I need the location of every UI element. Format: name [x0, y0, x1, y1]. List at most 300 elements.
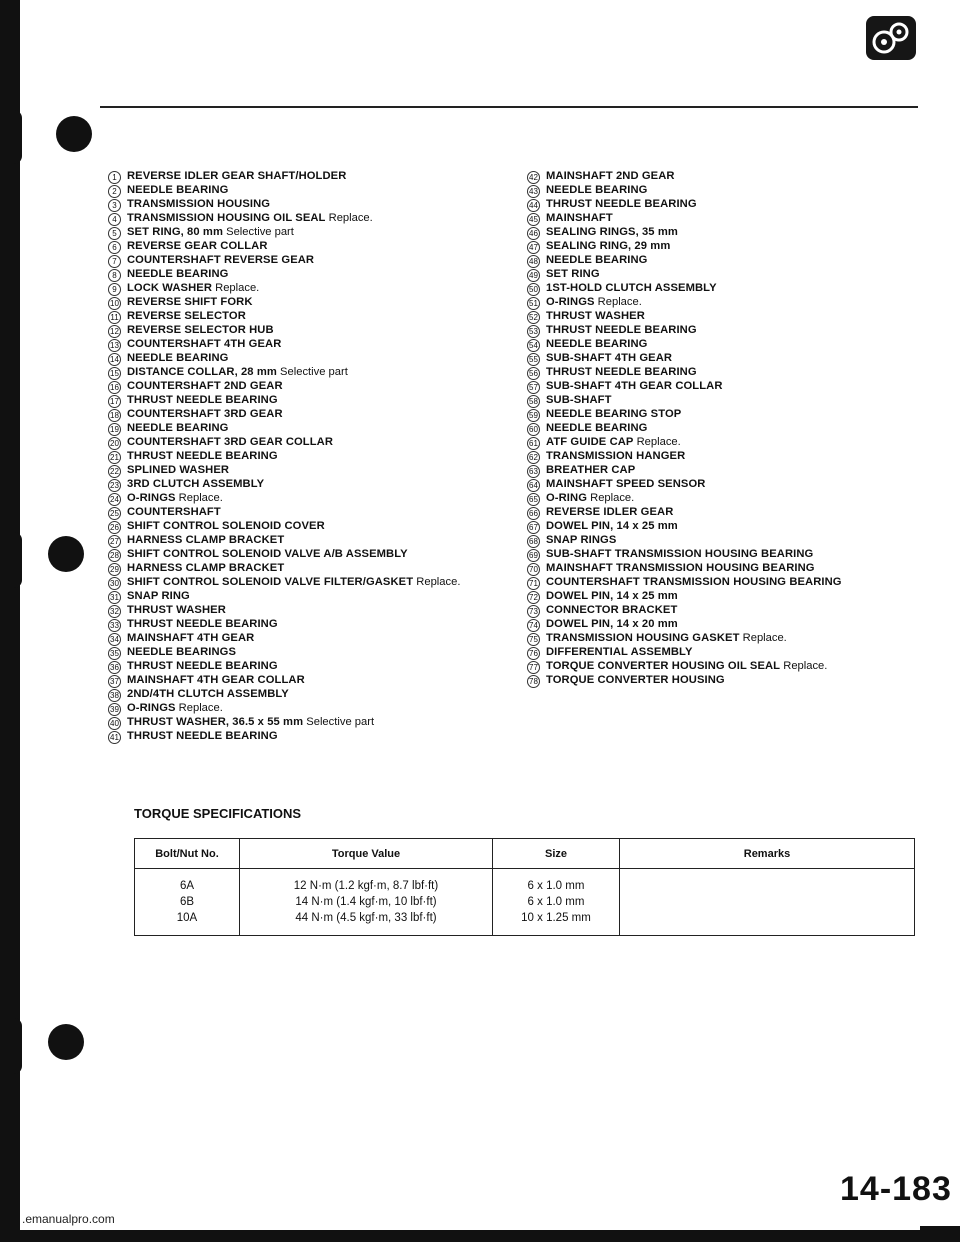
part-number-badge: 67 [527, 521, 540, 534]
part-item [108, 478, 508, 492]
part-name: LOCK WASHER [127, 282, 213, 294]
part-number-badge: 1 [108, 171, 121, 184]
part-name: SET RING [546, 268, 600, 280]
part-name: O-RINGS [546, 296, 595, 308]
part-text [546, 562, 927, 576]
part-text [127, 688, 508, 702]
part-number-badge: 46 [527, 227, 540, 240]
part-item [108, 380, 508, 394]
part-text [127, 324, 508, 338]
part-text [546, 408, 927, 422]
part-note: Replace. [742, 632, 787, 644]
part-item [108, 688, 508, 702]
part-name: REVERSE GEAR COLLAR [127, 240, 268, 252]
part-text [127, 548, 508, 562]
part-item [108, 520, 508, 534]
part-number-badge: 19 [108, 423, 121, 436]
scan-corner [920, 1226, 960, 1242]
part-name: SNAP RING [127, 590, 190, 602]
part-text [127, 702, 508, 716]
binder-tab [8, 110, 22, 164]
part-item [527, 534, 927, 548]
part-name: BREATHER CAP [546, 464, 636, 476]
part-note: Selective part [280, 366, 348, 378]
part-note: Selective part [306, 716, 375, 728]
size-value: 6 x 1.0 mm [527, 896, 585, 908]
part-name: NEEDLE BEARING [127, 184, 229, 196]
binder-tab [8, 532, 22, 588]
torque-specs-table [134, 838, 915, 936]
part-item [108, 506, 508, 520]
part-number-badge: 74 [527, 619, 540, 632]
part-name: O-RING [546, 492, 587, 504]
part-name: COUNTERSHAFT 3RD GEAR COLLAR [127, 436, 334, 448]
part-item [527, 548, 927, 562]
part-name: DISTANCE COLLAR, 28 mm [127, 366, 277, 378]
part-name: COUNTERSHAFT [127, 506, 221, 518]
part-text [546, 310, 927, 324]
part-number-badge: 61 [527, 437, 540, 450]
part-item [527, 268, 927, 282]
part-name: TORQUE CONVERTER HOUSING [546, 674, 725, 686]
part-item [108, 338, 508, 352]
part-number-badge: 44 [527, 199, 540, 212]
part-number-badge: 57 [527, 381, 540, 394]
part-number-badge: 56 [527, 367, 540, 380]
part-number-badge: 40 [108, 717, 121, 730]
part-number-badge: 58 [527, 395, 540, 408]
part-note: Replace. [597, 296, 642, 308]
part-name: SNAP RINGS [546, 534, 617, 546]
part-number-badge: 78 [527, 675, 540, 688]
part-number-badge: 6 [108, 241, 121, 254]
part-text [546, 268, 927, 282]
part-name: REVERSE IDLER GEAR SHAFT/HOLDER [127, 170, 347, 182]
part-number-badge: 38 [108, 689, 121, 702]
part-name: COUNTERSHAFT TRANSMISSION HOUSING BEARING [546, 576, 842, 588]
part-name: THRUST WASHER, 36.5 x 55 mm [127, 716, 304, 728]
part-item [527, 632, 927, 646]
part-item [108, 366, 508, 380]
header-rule [100, 106, 918, 108]
part-number-badge: 22 [108, 465, 121, 478]
part-number-badge: 75 [527, 633, 540, 646]
part-text [127, 492, 508, 506]
part-text [127, 590, 508, 604]
part-item [108, 632, 508, 646]
part-number-badge: 76 [527, 647, 540, 660]
part-name: MAINSHAFT [546, 212, 613, 224]
part-number-badge: 39 [108, 703, 121, 716]
part-item [527, 184, 927, 198]
part-number-badge: 73 [527, 605, 540, 618]
part-name: O-RINGS [127, 702, 176, 714]
part-name: MAINSHAFT 2ND GEAR [546, 170, 675, 182]
part-text [546, 506, 927, 520]
bolt-no: 6B [179, 896, 195, 908]
part-name: DIFFERENTIAL ASSEMBLY [546, 646, 693, 658]
part-name: SHIFT CONTROL SOLENOID COVER [127, 520, 325, 532]
part-number-badge: 4 [108, 213, 121, 226]
part-number-badge: 70 [527, 563, 540, 576]
part-name: THRUST NEEDLE BEARING [127, 618, 278, 630]
part-name: SUB-SHAFT TRANSMISSION HOUSING BEARING [546, 548, 814, 560]
part-item [108, 422, 508, 436]
part-item [527, 170, 927, 184]
part-number-badge: 62 [527, 451, 540, 464]
part-text [127, 394, 508, 408]
part-text [546, 576, 927, 590]
part-number-badge: 3 [108, 199, 121, 212]
part-number-badge: 63 [527, 465, 540, 478]
part-text [546, 660, 927, 674]
part-text [546, 674, 927, 688]
part-item [108, 394, 508, 408]
part-item [108, 450, 508, 464]
part-number-badge: 59 [527, 409, 540, 422]
part-item [108, 660, 508, 674]
part-item [527, 604, 927, 618]
part-name: REVERSE SELECTOR HUB [127, 324, 274, 336]
part-name: MAINSHAFT TRANSMISSION HOUSING BEARING [546, 562, 815, 574]
part-number-badge: 64 [527, 479, 540, 492]
part-name: THRUST NEEDLE BEARING [546, 198, 697, 210]
part-item [108, 352, 508, 366]
part-item [527, 240, 927, 254]
part-number-badge: 24 [108, 493, 121, 506]
part-item [527, 380, 927, 394]
part-item [527, 408, 927, 422]
part-number-badge: 12 [108, 325, 121, 338]
part-number-badge: 68 [527, 535, 540, 548]
part-text [127, 604, 508, 618]
size-value: 10 x 1.25 mm [521, 912, 591, 924]
part-text [127, 478, 508, 492]
part-item [108, 702, 508, 716]
part-number-badge: 26 [108, 521, 121, 534]
torque-cell [240, 869, 493, 936]
part-name: 3RD CLUTCH ASSEMBLY [127, 478, 265, 490]
bolt-no: 6A [179, 880, 195, 892]
part-name: MAINSHAFT 4TH GEAR COLLAR [127, 674, 305, 686]
punch-hole [48, 536, 84, 572]
part-number-badge: 47 [527, 241, 540, 254]
part-text [546, 436, 927, 450]
part-text [546, 590, 927, 604]
part-text [127, 226, 508, 240]
part-name: NEEDLE BEARINGS [127, 646, 237, 658]
part-text [546, 450, 927, 464]
part-name: COUNTERSHAFT 3RD GEAR [127, 408, 283, 420]
part-text [127, 520, 508, 534]
part-item [527, 478, 927, 492]
part-name: MAINSHAFT SPEED SENSOR [546, 478, 706, 490]
part-name: TRANSMISSION HOUSING [127, 198, 271, 210]
part-note: Selective part [226, 226, 294, 238]
size-cell [493, 869, 620, 936]
part-name: TRANSMISSION HANGER [546, 450, 686, 462]
part-name: SEALING RINGS, 35 mm [546, 226, 678, 238]
part-item [108, 576, 508, 590]
part-number-badge: 8 [108, 269, 121, 282]
part-number-badge: 11 [108, 311, 121, 324]
part-number-badge: 71 [527, 577, 540, 590]
part-number-badge: 60 [527, 423, 540, 436]
part-item [527, 310, 927, 324]
part-name: SUB-SHAFT 4TH GEAR [546, 352, 673, 364]
part-number-badge: 32 [108, 605, 121, 618]
header-torque: Torque Value [240, 839, 493, 869]
part-item [108, 618, 508, 632]
part-item [108, 170, 508, 184]
part-item [527, 282, 927, 296]
part-text [546, 604, 927, 618]
part-text [127, 282, 508, 296]
part-name: NEEDLE BEARING [127, 352, 229, 364]
part-name: SUB-SHAFT 4TH GEAR COLLAR [546, 380, 723, 392]
part-name: REVERSE SHIFT FORK [127, 296, 253, 308]
part-note: Replace. [636, 436, 681, 448]
part-text [127, 660, 508, 674]
part-text [127, 352, 508, 366]
part-name: SET RING, 80 mm [127, 226, 223, 238]
part-item [108, 730, 508, 744]
part-number-badge: 35 [108, 647, 121, 660]
part-item [108, 240, 508, 254]
part-name: SHIFT CONTROL SOLENOID VALVE FILTER/GASKET [127, 576, 414, 588]
part-text [127, 464, 508, 478]
part-text [546, 646, 927, 660]
part-text [127, 450, 508, 464]
part-text [546, 198, 927, 212]
part-text [127, 212, 508, 226]
part-number-badge: 14 [108, 353, 121, 366]
part-item [527, 324, 927, 338]
part-number-badge: 49 [527, 269, 540, 282]
part-text [546, 296, 927, 310]
part-name: SHIFT CONTROL SOLENOID VALVE A/B ASSEMBLY [127, 548, 408, 560]
part-number-badge: 52 [527, 311, 540, 324]
part-note: Replace. [590, 492, 635, 504]
part-note: Replace. [215, 282, 260, 294]
header-size: Size [493, 839, 620, 869]
torque-value: 44 N·m (4.5 kgf·m, 33 lbf·ft) [295, 912, 437, 924]
part-item [108, 324, 508, 338]
part-item [527, 450, 927, 464]
part-text [127, 716, 508, 730]
part-text [546, 632, 927, 646]
part-text [127, 436, 508, 450]
part-note: Replace. [178, 702, 223, 714]
part-text [127, 562, 508, 576]
part-text [127, 632, 508, 646]
part-number-badge: 48 [527, 255, 540, 268]
part-text [546, 352, 927, 366]
part-text [546, 534, 927, 548]
part-item [108, 184, 508, 198]
scan-bottom-edge [0, 1230, 960, 1242]
part-note: Replace. [416, 576, 461, 588]
part-text [546, 282, 927, 296]
part-text [546, 520, 927, 534]
part-text [127, 534, 508, 548]
part-number-badge: 53 [527, 325, 540, 338]
part-item [108, 268, 508, 282]
part-text [127, 380, 508, 394]
part-number-badge: 7 [108, 255, 121, 268]
part-name: THRUST NEEDLE BEARING [127, 394, 278, 406]
part-item [108, 408, 508, 422]
part-number-badge: 25 [108, 507, 121, 520]
part-number-badge: 51 [527, 297, 540, 310]
part-name: TRANSMISSION HOUSING GASKET [546, 632, 740, 644]
part-name: MAINSHAFT 4TH GEAR [127, 632, 255, 644]
parts-list-right [527, 170, 927, 688]
part-number-badge: 77 [527, 661, 540, 674]
part-item [527, 674, 927, 688]
part-item [108, 282, 508, 296]
part-text [127, 240, 508, 254]
part-text [546, 464, 927, 478]
part-item [527, 366, 927, 380]
part-text [546, 226, 927, 240]
part-name: CONNECTOR BRACKET [546, 604, 678, 616]
part-item [108, 674, 508, 688]
part-number-badge: 23 [108, 479, 121, 492]
part-text [127, 422, 508, 436]
part-number-badge: 18 [108, 409, 121, 422]
part-number-badge: 15 [108, 367, 121, 380]
part-item [527, 198, 927, 212]
torque-value: 14 N·m (1.4 kgf·m, 10 lbf·ft) [295, 896, 437, 908]
part-number-badge: 27 [108, 535, 121, 548]
part-name: DOWEL PIN, 14 x 25 mm [546, 520, 678, 532]
part-name: COUNTERSHAFT 4TH GEAR [127, 338, 282, 350]
part-number-badge: 50 [527, 283, 540, 296]
part-item [527, 562, 927, 576]
part-text [127, 296, 508, 310]
torque-specs-title: TORQUE SPECIFICATIONS [134, 806, 302, 821]
punch-hole [56, 116, 92, 152]
part-text [546, 184, 927, 198]
part-text [546, 170, 927, 184]
part-name: THRUST NEEDLE BEARING [546, 366, 697, 378]
part-text [127, 338, 508, 352]
part-number-badge: 41 [108, 731, 121, 744]
part-name: REVERSE SELECTOR [127, 310, 246, 322]
part-note: Replace. [783, 660, 828, 672]
part-item [527, 394, 927, 408]
part-text [127, 184, 508, 198]
part-item [108, 590, 508, 604]
part-text [546, 422, 927, 436]
part-text [546, 212, 927, 226]
part-item [108, 548, 508, 562]
part-text [546, 548, 927, 562]
part-name: O-RINGS [127, 492, 176, 504]
part-name: NEEDLE BEARING [546, 254, 648, 266]
part-note: Replace. [178, 492, 223, 504]
part-number-badge: 9 [108, 283, 121, 296]
part-text [546, 240, 927, 254]
page-number: 14-183 [840, 1170, 952, 1208]
part-item [108, 198, 508, 212]
part-name: DOWEL PIN, 14 x 20 mm [546, 618, 678, 630]
footer-url: .emanualpro.com [22, 1212, 115, 1226]
part-text [546, 618, 927, 632]
part-name: HARNESS CLAMP BRACKET [127, 534, 285, 546]
part-text [546, 338, 927, 352]
part-item [527, 576, 927, 590]
part-item [108, 492, 508, 506]
part-name: THRUST NEEDLE BEARING [546, 324, 697, 336]
part-item [527, 352, 927, 366]
part-name: COUNTERSHAFT 2ND GEAR [127, 380, 283, 392]
part-name: NEEDLE BEARING [546, 184, 648, 196]
part-item [527, 226, 927, 240]
part-name: TORQUE CONVERTER HOUSING OIL SEAL [546, 660, 781, 672]
part-text [127, 674, 508, 688]
part-item [527, 520, 927, 534]
part-number-badge: 10 [108, 297, 121, 310]
part-number-badge: 72 [527, 591, 540, 604]
header-bolt-nut: Bolt/Nut No. [135, 839, 240, 869]
part-number-badge: 37 [108, 675, 121, 688]
part-item [108, 212, 508, 226]
part-text [127, 268, 508, 282]
part-item [108, 436, 508, 450]
part-number-badge: 45 [527, 213, 540, 226]
size-value: 6 x 1.0 mm [527, 880, 585, 892]
part-name: DOWEL PIN, 14 x 25 mm [546, 590, 678, 602]
part-item [527, 506, 927, 520]
part-item [527, 254, 927, 268]
part-number-badge: 31 [108, 591, 121, 604]
part-number-badge: 30 [108, 577, 121, 590]
part-number-badge: 65 [527, 493, 540, 506]
part-item [527, 464, 927, 478]
part-text [546, 394, 927, 408]
part-text [127, 198, 508, 212]
bolt-no: 10A [176, 912, 198, 924]
torque-value: 12 N·m (1.2 kgf·m, 8.7 lbf·ft) [293, 880, 439, 892]
part-name: THRUST WASHER [546, 310, 645, 322]
part-number-badge: 66 [527, 507, 540, 520]
part-number-badge: 2 [108, 185, 121, 198]
part-number-badge: 69 [527, 549, 540, 562]
part-text [546, 254, 927, 268]
part-number-badge: 42 [527, 171, 540, 184]
part-number-badge: 43 [527, 185, 540, 198]
part-name: SPLINED WASHER [127, 464, 230, 476]
part-item [108, 604, 508, 618]
part-number-badge: 55 [527, 353, 540, 366]
part-item [527, 492, 927, 506]
part-name: NEEDLE BEARING [127, 268, 229, 280]
part-item [108, 254, 508, 268]
part-number-badge: 17 [108, 395, 121, 408]
part-name: THRUST NEEDLE BEARING [127, 730, 278, 742]
part-text [546, 492, 927, 506]
part-text [127, 310, 508, 324]
part-text [127, 170, 508, 184]
part-name: 1ST-HOLD CLUTCH ASSEMBLY [546, 282, 717, 294]
part-number-badge: 13 [108, 339, 121, 352]
part-name: THRUST NEEDLE BEARING [127, 660, 278, 672]
part-item [527, 212, 927, 226]
part-number-badge: 28 [108, 549, 121, 562]
part-name: THRUST NEEDLE BEARING [127, 450, 278, 462]
